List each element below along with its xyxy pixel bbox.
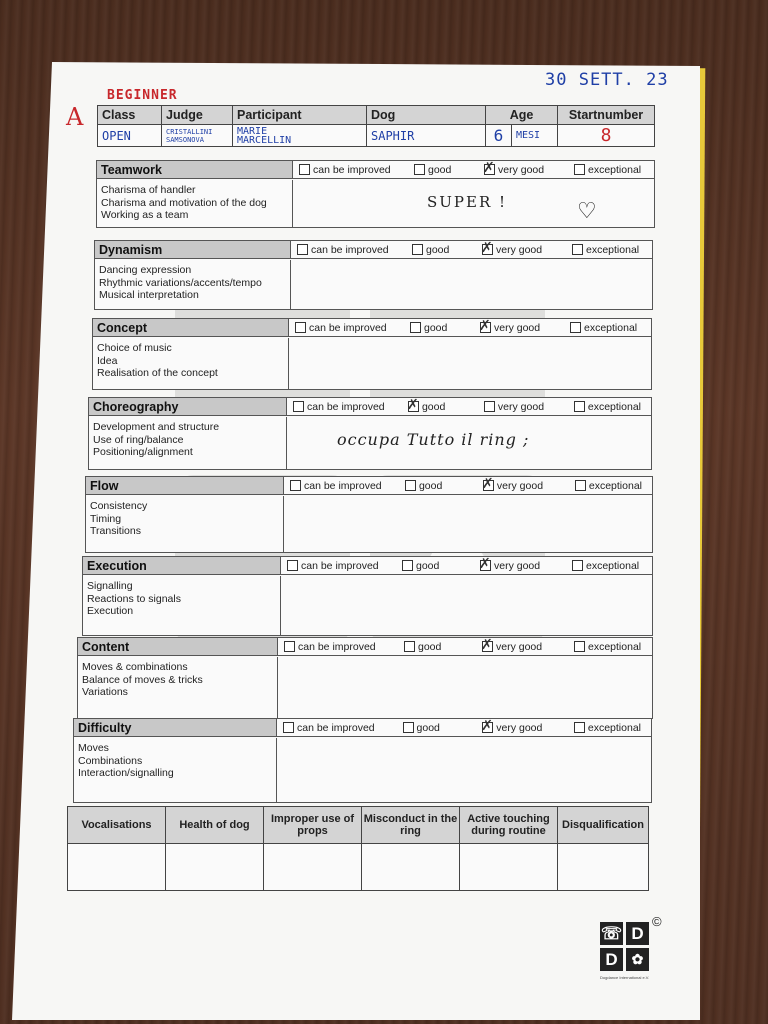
penalty-cell-props[interactable]: [264, 844, 362, 891]
rating-good[interactable]: [403, 722, 473, 734]
participant-line-2: MARCELLIN: [237, 134, 292, 146]
participant-value: [233, 125, 367, 147]
rating-label: exceptional: [584, 321, 638, 334]
section-flow: [85, 476, 653, 553]
rating-label: good: [421, 400, 446, 413]
checkbox-icon[interactable]: [570, 322, 581, 333]
rating-label: good: [418, 479, 443, 492]
rating-can-be-improved[interactable]: [284, 641, 394, 653]
handwritten-comment: occupa Tutto il ring ;: [337, 430, 530, 449]
rating-very-good[interactable]: [482, 722, 564, 734]
penalty-vocalisations: Vocalisations: [68, 807, 166, 844]
section-criteria: [78, 657, 278, 718]
rating-can-be-improved[interactable]: [287, 560, 392, 572]
checkbox-icon[interactable]: [293, 401, 304, 412]
rating-very-good[interactable]: [482, 244, 562, 256]
checkbox-icon[interactable]: [574, 401, 585, 412]
checkbox-icon[interactable]: [572, 244, 583, 255]
handwritten-date: 30 SETT. 23: [545, 70, 669, 90]
rating-very-good[interactable]: [484, 401, 564, 413]
criterion: Dancing expression: [99, 264, 192, 276]
criterion: Development and structure: [93, 421, 220, 433]
penalties-table: [67, 806, 649, 891]
criterion: Timing: [90, 512, 122, 525]
rating-label: very good: [498, 163, 545, 176]
handwritten-comment: SUPER !: [427, 193, 508, 211]
checkbox-icon[interactable]: [484, 401, 495, 412]
rating-label: very good: [496, 721, 543, 734]
start-number: 8: [558, 125, 655, 147]
age-number: 6: [486, 125, 512, 147]
rating-good[interactable]: [402, 560, 470, 572]
rating-can-be-improved[interactable]: [295, 322, 400, 334]
section-title: Flow: [86, 477, 284, 495]
rating-can-be-improved[interactable]: [290, 480, 395, 492]
checked-checkbox-icon[interactable]: [483, 480, 494, 491]
criterion: Realisation of the concept: [97, 367, 218, 379]
handwritten-letter: A: [66, 103, 84, 131]
section-title: Choreography: [89, 398, 287, 416]
section-concept: [92, 318, 652, 390]
rating-row: [281, 557, 652, 575]
judge-line-1: CRISTALLINI: [166, 127, 213, 136]
rating-label: good: [416, 559, 440, 572]
criterion: Consistency: [90, 500, 148, 512]
checkbox-icon[interactable]: [297, 244, 308, 255]
section-execution: [82, 556, 653, 636]
checkbox-icon[interactable]: [402, 560, 413, 571]
header-dog: Dog: [367, 106, 486, 125]
checkbox-icon[interactable]: [575, 480, 586, 491]
rating-label: exceptional: [586, 243, 640, 256]
rating-exceptional[interactable]: [572, 560, 639, 572]
rating-label: can be improved: [309, 321, 387, 334]
criterion: Charisma of handler: [101, 184, 196, 196]
penalty-improper-use-of-props: Improper use of props: [264, 807, 362, 844]
handwritten-level: BEGINNER: [107, 88, 178, 103]
criterion: Interaction/signalling: [78, 767, 174, 779]
rating-very-good[interactable]: [482, 641, 564, 653]
section-dynamism: [94, 240, 653, 310]
criterion: Idea: [97, 354, 118, 367]
logo-caption: Dogdance International e.V.: [600, 975, 650, 980]
penalty-active-touching: Active touching during routine: [460, 807, 558, 844]
dog-value: SAPHIR: [367, 125, 486, 147]
checkbox-icon[interactable]: [299, 164, 310, 175]
checkbox-icon[interactable]: [574, 722, 585, 733]
penalty-cell-health[interactable]: [166, 844, 264, 891]
checkbox-icon[interactable]: [574, 164, 585, 175]
section-difficulty: [73, 718, 652, 803]
checkbox-icon[interactable]: [295, 322, 306, 333]
rating-very-good[interactable]: [480, 560, 562, 572]
penalty-cell-touching[interactable]: [460, 844, 558, 891]
rating-exceptional[interactable]: [574, 401, 641, 413]
criterion: Execution: [87, 605, 134, 617]
phone-icon: ☏: [600, 922, 623, 945]
checkbox-icon[interactable]: [287, 560, 298, 571]
criterion: Working as a team: [101, 209, 189, 221]
rating-label: can be improved: [298, 640, 376, 653]
penalty-misconduct: Misconduct in the ring: [362, 807, 460, 844]
section-criteria: [74, 738, 277, 802]
rating-can-be-improved[interactable]: [293, 401, 398, 413]
criterion: Choice of music: [97, 342, 172, 354]
rating-label: can be improved: [297, 721, 375, 734]
rating-label: exceptional: [588, 163, 642, 176]
rating-exceptional[interactable]: [574, 722, 641, 734]
checkbox-icon[interactable]: [284, 641, 295, 652]
rating-can-be-improved[interactable]: [299, 164, 404, 176]
rating-very-good[interactable]: [483, 480, 565, 492]
rating-label: very good: [494, 559, 541, 572]
logo-letter-d-2: D: [600, 948, 623, 971]
rating-very-good[interactable]: [484, 164, 564, 176]
rating-label: exceptional: [588, 640, 642, 653]
criterion: Balance of moves & tricks: [82, 673, 203, 686]
rating-row: [289, 319, 651, 337]
criterion: Rhythmic variations/accents/tempo: [99, 276, 262, 289]
header-table: [97, 105, 655, 147]
section-title: Dynamism: [95, 241, 291, 259]
checked-checkbox-icon[interactable]: [482, 722, 493, 733]
checkbox-icon[interactable]: [404, 641, 415, 652]
section-choreography: [88, 397, 652, 470]
checkbox-icon[interactable]: [572, 560, 583, 571]
checkbox-icon[interactable]: [414, 164, 425, 175]
rating-label: very good: [496, 243, 543, 256]
paw-icon: ✿: [626, 948, 649, 971]
rating-label: exceptional: [587, 721, 641, 734]
penalty-disqualification: Disqualification: [558, 807, 649, 844]
rating-row: [284, 477, 652, 495]
criterion: Moves: [78, 742, 109, 754]
criterion: Variations: [82, 686, 128, 698]
criterion: Charisma and motivation of the dog: [101, 196, 267, 209]
copyright-icon: ©: [652, 914, 662, 929]
penalty-cell-vocalisations[interactable]: [68, 844, 166, 891]
rating-good[interactable]: [408, 401, 474, 413]
rating-exceptional[interactable]: [572, 244, 639, 256]
header-class: Class: [98, 106, 162, 125]
section-criteria: [95, 260, 291, 309]
criterion: Transitions: [90, 525, 141, 537]
rating-very-good[interactable]: [480, 322, 560, 334]
rating-good[interactable]: [412, 244, 472, 256]
criterion: Use of ring/balance: [93, 433, 184, 446]
rating-label: can be improved: [311, 243, 389, 256]
checked-checkbox-icon[interactable]: [408, 401, 419, 412]
rating-label: good: [418, 640, 442, 653]
rating-row: [278, 638, 652, 656]
criterion: Positioning/alignment: [93, 446, 193, 458]
section-criteria: [83, 576, 281, 635]
penalty-cell-disqualification[interactable]: [558, 844, 649, 891]
section-title: Content: [78, 638, 278, 656]
criterion: Signalling: [87, 580, 133, 592]
criterion: Reactions to signals: [87, 592, 181, 605]
checked-checkbox-icon[interactable]: [484, 164, 495, 175]
rating-label: can be improved: [313, 163, 391, 176]
checked-checkbox-icon[interactable]: [480, 322, 491, 333]
header-age: Age: [486, 106, 558, 125]
logo-letter-d: D: [626, 922, 649, 945]
section-title: Concept: [93, 319, 289, 337]
section-teamwork: [96, 160, 655, 228]
rating-label: can be improved: [304, 479, 382, 492]
checkbox-icon[interactable]: [405, 480, 416, 491]
checkbox-icon[interactable]: [574, 641, 585, 652]
rating-label: good: [416, 721, 440, 734]
rating-can-be-improved[interactable]: [283, 722, 393, 734]
criterion: Combinations: [78, 754, 143, 767]
heart-icon: ♡: [577, 199, 599, 224]
rating-row: [287, 398, 651, 416]
rating-label: very good: [494, 321, 541, 334]
section-criteria: [89, 417, 287, 469]
checkbox-icon[interactable]: [403, 722, 414, 733]
rating-good[interactable]: [405, 480, 473, 492]
section-title: Execution: [83, 557, 281, 575]
criterion: Moves & combinations: [82, 661, 188, 673]
criterion: Musical interpretation: [99, 289, 199, 301]
rating-label: can be improved: [301, 559, 379, 572]
checkbox-icon[interactable]: [412, 244, 423, 255]
rating-label: very good: [496, 479, 544, 492]
rating-row: [291, 241, 652, 259]
header-startnumber: Startnumber: [558, 106, 655, 125]
rating-label: good: [424, 321, 448, 334]
rating-label: good: [428, 163, 452, 176]
rating-label: exceptional: [588, 479, 642, 492]
rating-label: exceptional: [586, 559, 640, 572]
rating-label: very good: [497, 400, 545, 413]
section-criteria: [86, 496, 284, 552]
section-title: Difficulty: [74, 719, 277, 737]
rating-label: good: [426, 243, 450, 256]
participant-line-1: MARIE: [237, 125, 268, 137]
section-criteria: [97, 180, 293, 227]
rating-label: exceptional: [587, 400, 641, 413]
section-title: Teamwork: [97, 161, 293, 179]
rating-label: can be improved: [307, 400, 385, 413]
checkbox-icon[interactable]: [290, 480, 301, 491]
rating-can-be-improved[interactable]: [297, 244, 402, 256]
class-value: OPEN: [98, 125, 162, 147]
rating-exceptional[interactable]: [574, 641, 641, 653]
section-criteria: [93, 338, 289, 389]
section-content: [77, 637, 653, 719]
rating-good[interactable]: [414, 164, 474, 176]
rating-row: [277, 719, 651, 737]
rating-exceptional[interactable]: [570, 322, 637, 334]
dogdance-logo: [600, 922, 652, 974]
rating-good[interactable]: [404, 641, 472, 653]
age-unit: MESI: [511, 125, 557, 147]
checkbox-icon[interactable]: [410, 322, 421, 333]
rating-exceptional[interactable]: [574, 164, 641, 176]
rating-good[interactable]: [410, 322, 470, 334]
penalty-health-of-dog: Health of dog: [166, 807, 264, 844]
judge-line-2: SAMSONOVA: [166, 135, 204, 144]
rating-exceptional[interactable]: [575, 480, 642, 492]
checked-checkbox-icon[interactable]: [482, 244, 493, 255]
rating-label: very good: [496, 640, 543, 653]
rating-row: [293, 161, 654, 179]
checkbox-icon[interactable]: [283, 722, 294, 733]
checked-checkbox-icon[interactable]: [480, 560, 491, 571]
checked-checkbox-icon[interactable]: [482, 641, 493, 652]
judge-value: [162, 125, 233, 147]
header-participant: Participant: [233, 106, 367, 125]
header-judge: Judge: [162, 106, 233, 125]
penalty-cell-misconduct[interactable]: [362, 844, 460, 891]
